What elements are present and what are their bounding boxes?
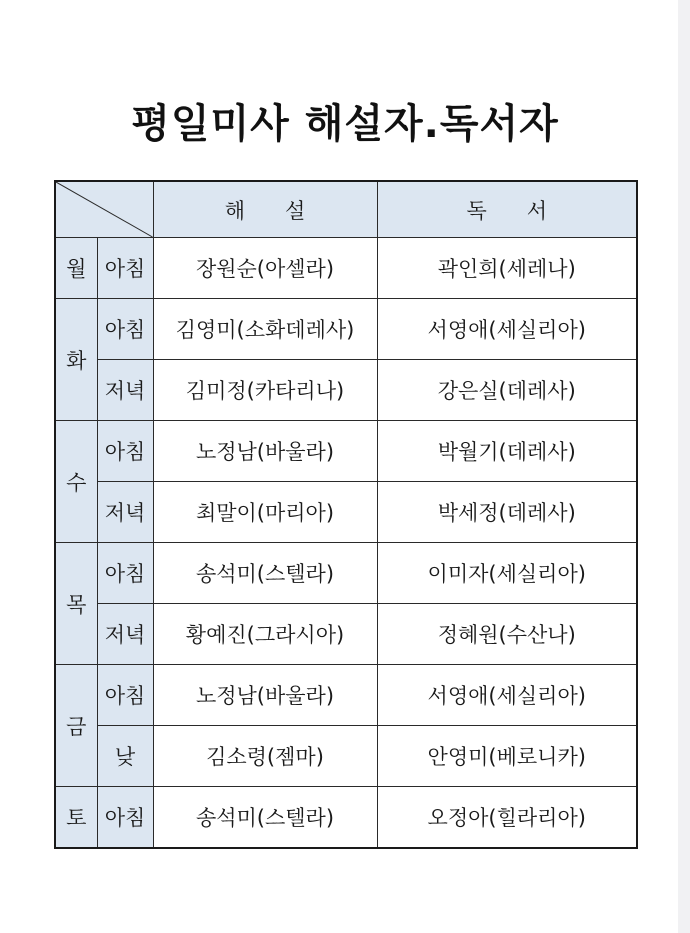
table-row	[55, 238, 637, 299]
slot-label: 아침	[97, 543, 153, 604]
reader-cell: 곽인희(세레나)	[377, 238, 637, 299]
table-row	[55, 726, 637, 787]
reader-cell: 박세정(데레사)	[377, 482, 637, 543]
slot-label: 낮	[97, 726, 153, 787]
reader-cell: 이미자(세실리아)	[377, 543, 637, 604]
commentator-cell: 장원순(아셀라)	[153, 238, 377, 299]
commentator-cell: 김영미(소화데레사)	[153, 299, 377, 360]
reader-cell: 정혜원(수산나)	[377, 604, 637, 665]
table-row	[55, 787, 637, 849]
slot-label: 저녁	[97, 604, 153, 665]
header-commentator: 해 설	[153, 181, 377, 238]
day-label-mon: 월	[55, 238, 97, 299]
diagonal-line	[56, 182, 153, 237]
commentator-cell: 노정남(바울라)	[153, 665, 377, 726]
table-row	[55, 604, 637, 665]
slot-label: 아침	[97, 421, 153, 482]
slot-label: 아침	[97, 665, 153, 726]
diagonal-corner-cell	[55, 181, 153, 238]
table-row	[55, 665, 637, 726]
commentator-cell: 송석미(스텔라)	[153, 543, 377, 604]
commentator-cell: 최말이(마리아)	[153, 482, 377, 543]
slot-label: 아침	[97, 238, 153, 299]
reader-cell: 박월기(데레사)	[377, 421, 637, 482]
day-label-thu: 목	[55, 543, 97, 665]
page-title: 평일미사 해설자.독서자	[131, 101, 559, 147]
reader-cell: 오정아(힐라리아)	[377, 787, 637, 849]
day-label-fri: 금	[55, 665, 97, 787]
day-label-wed: 수	[55, 421, 97, 543]
day-label-tue: 화	[55, 299, 97, 421]
reader-cell: 서영애(세실리아)	[377, 299, 637, 360]
commentator-cell: 김소령(젬마)	[153, 726, 377, 787]
slot-label: 저녁	[97, 360, 153, 421]
table-row	[55, 421, 637, 482]
commentator-cell: 황예진(그라시아)	[153, 604, 377, 665]
day-label-sat: 토	[55, 787, 97, 849]
commentator-cell: 김미정(카타리나)	[153, 360, 377, 421]
slot-label: 아침	[97, 299, 153, 360]
table-row	[55, 543, 637, 604]
header-row	[55, 181, 637, 238]
slot-label: 아침	[97, 787, 153, 849]
table-row	[55, 299, 637, 360]
reader-cell: 안영미(베로니카)	[377, 726, 637, 787]
table-row	[55, 482, 637, 543]
slot-label: 저녁	[97, 482, 153, 543]
table-row	[55, 360, 637, 421]
reader-cell: 서영애(세실리아)	[377, 665, 637, 726]
commentator-cell: 노정남(바울라)	[153, 421, 377, 482]
commentator-cell: 송석미(스텔라)	[153, 787, 377, 849]
header-reader: 독 서	[377, 181, 637, 238]
reader-cell: 강은실(데레사)	[377, 360, 637, 421]
schedule-table	[54, 180, 638, 849]
